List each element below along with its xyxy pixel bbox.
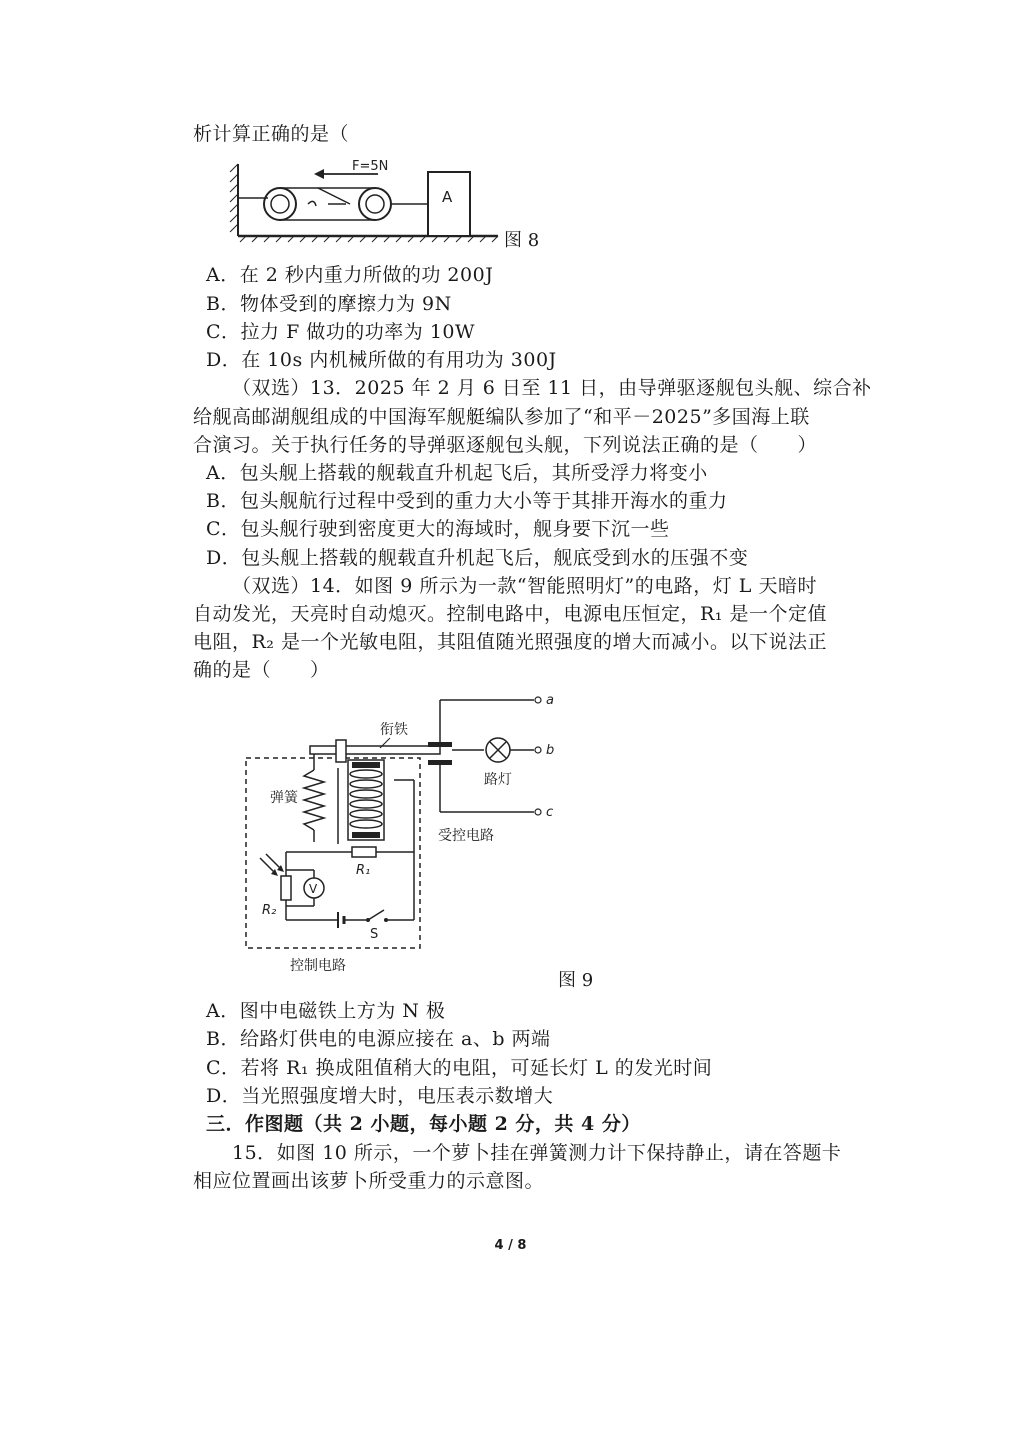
q14-stem-line-4: 确的是（ ） (193, 659, 330, 681)
q13-stem-line-3: 合演习。关于执行任务的导弹驱逐舰包头舰，下列说法正确的是（ ） (193, 434, 818, 456)
terminal-b: b (546, 743, 555, 758)
q14-stem-line-2: 自动发光，天亮时自动熄灭。控制电路中，电源电压恒定，R₁ 是一个定值 (193, 603, 827, 625)
voltmeter-label: V (309, 882, 318, 896)
section-3-title: 三．作图题（共 2 小题，每小题 2 分，共 4 分） (206, 1113, 641, 1135)
terminal-a: a (546, 693, 554, 708)
q13-option-c: C．包头舰行驶到密度更大的海域时，舰身要下沉一些 (206, 518, 670, 540)
q15-stem-line-2: 相应位置画出该萝卜所受重力的示意图。 (193, 1170, 545, 1192)
r2-label: R₂ (262, 903, 277, 918)
r1-label: R₁ (356, 863, 371, 878)
figure-8-caption: 图 8 (504, 230, 540, 251)
figure-9 (240, 690, 600, 980)
q12-stem-tail: 析计算正确的是（ (193, 123, 350, 145)
q14-option-d: D．当光照强度增大时，电压表示数增大 (206, 1085, 554, 1107)
controlled-circuit-label: 受控电路 (438, 828, 494, 844)
q12-option-c: C．拉力 F 做功的功率为 10W (206, 321, 476, 343)
terminal-c: c (546, 805, 554, 820)
block-a-label: A (442, 188, 453, 206)
q14-option-a: A．图中电磁铁上方为 N 极 (206, 1000, 446, 1022)
q15-stem-line-1: 15．如图 10 所示，一个萝卜挂在弹簧测力计下保持静止，请在答题卡 (232, 1142, 842, 1164)
armature-label: 衔铁 (380, 722, 408, 738)
lamp-label: 路灯 (484, 772, 512, 788)
q13-option-d: D．包头舰上搭载的舰载直升机起飞后，舰底受到水的压强不变 (206, 547, 749, 569)
q12-option-b: B．物体受到的摩擦力为 9N (206, 293, 452, 315)
q14-stem-line-1: （双选）14．如图 9 所示为一款“智能照明灯”的电路，灯 L 天暗时 (232, 575, 817, 597)
figure-9-caption: 图 9 (558, 970, 594, 991)
page-number: 4 / 8 (494, 1238, 527, 1253)
spring-label: 弹簧 (270, 790, 298, 806)
q13-option-a: A．包头舰上搭载的舰载直升机起飞后，其所受浮力将变小 (206, 462, 708, 484)
q14-stem-line-3: 电阻，R₂ 是一个光敏电阻，其阻值随光照强度的增大而减小。以下说法正 (193, 631, 827, 653)
force-label: F=5N (352, 159, 389, 174)
control-circuit-label: 控制电路 (290, 958, 346, 974)
q14-option-b: B．给路灯供电的电源应接在 a、b 两端 (206, 1028, 551, 1050)
q12-option-d: D．在 10s 内机械所做的有用功为 300J (206, 349, 557, 371)
q13-stem-line-2: 给舰高邮湖舰组成的中国海军舰艇编队参加了“和平－2025”多国海上联 (193, 406, 810, 428)
switch-label: S (370, 927, 379, 942)
q13-option-b: B．包头舰航行过程中受到的重力大小等于其排开海水的重力 (206, 490, 728, 512)
q12-option-a: A．在 2 秒内重力所做的功 200J (206, 264, 494, 286)
q13-stem-line-1: （双选）13．2025 年 2 月 6 日至 11 日，由导弹驱逐舰包头舰、综合补 (232, 377, 872, 399)
q14-option-c: C．若将 R₁ 换成阻值稍大的电阻，可延长灯 L 的发光时间 (206, 1057, 713, 1079)
